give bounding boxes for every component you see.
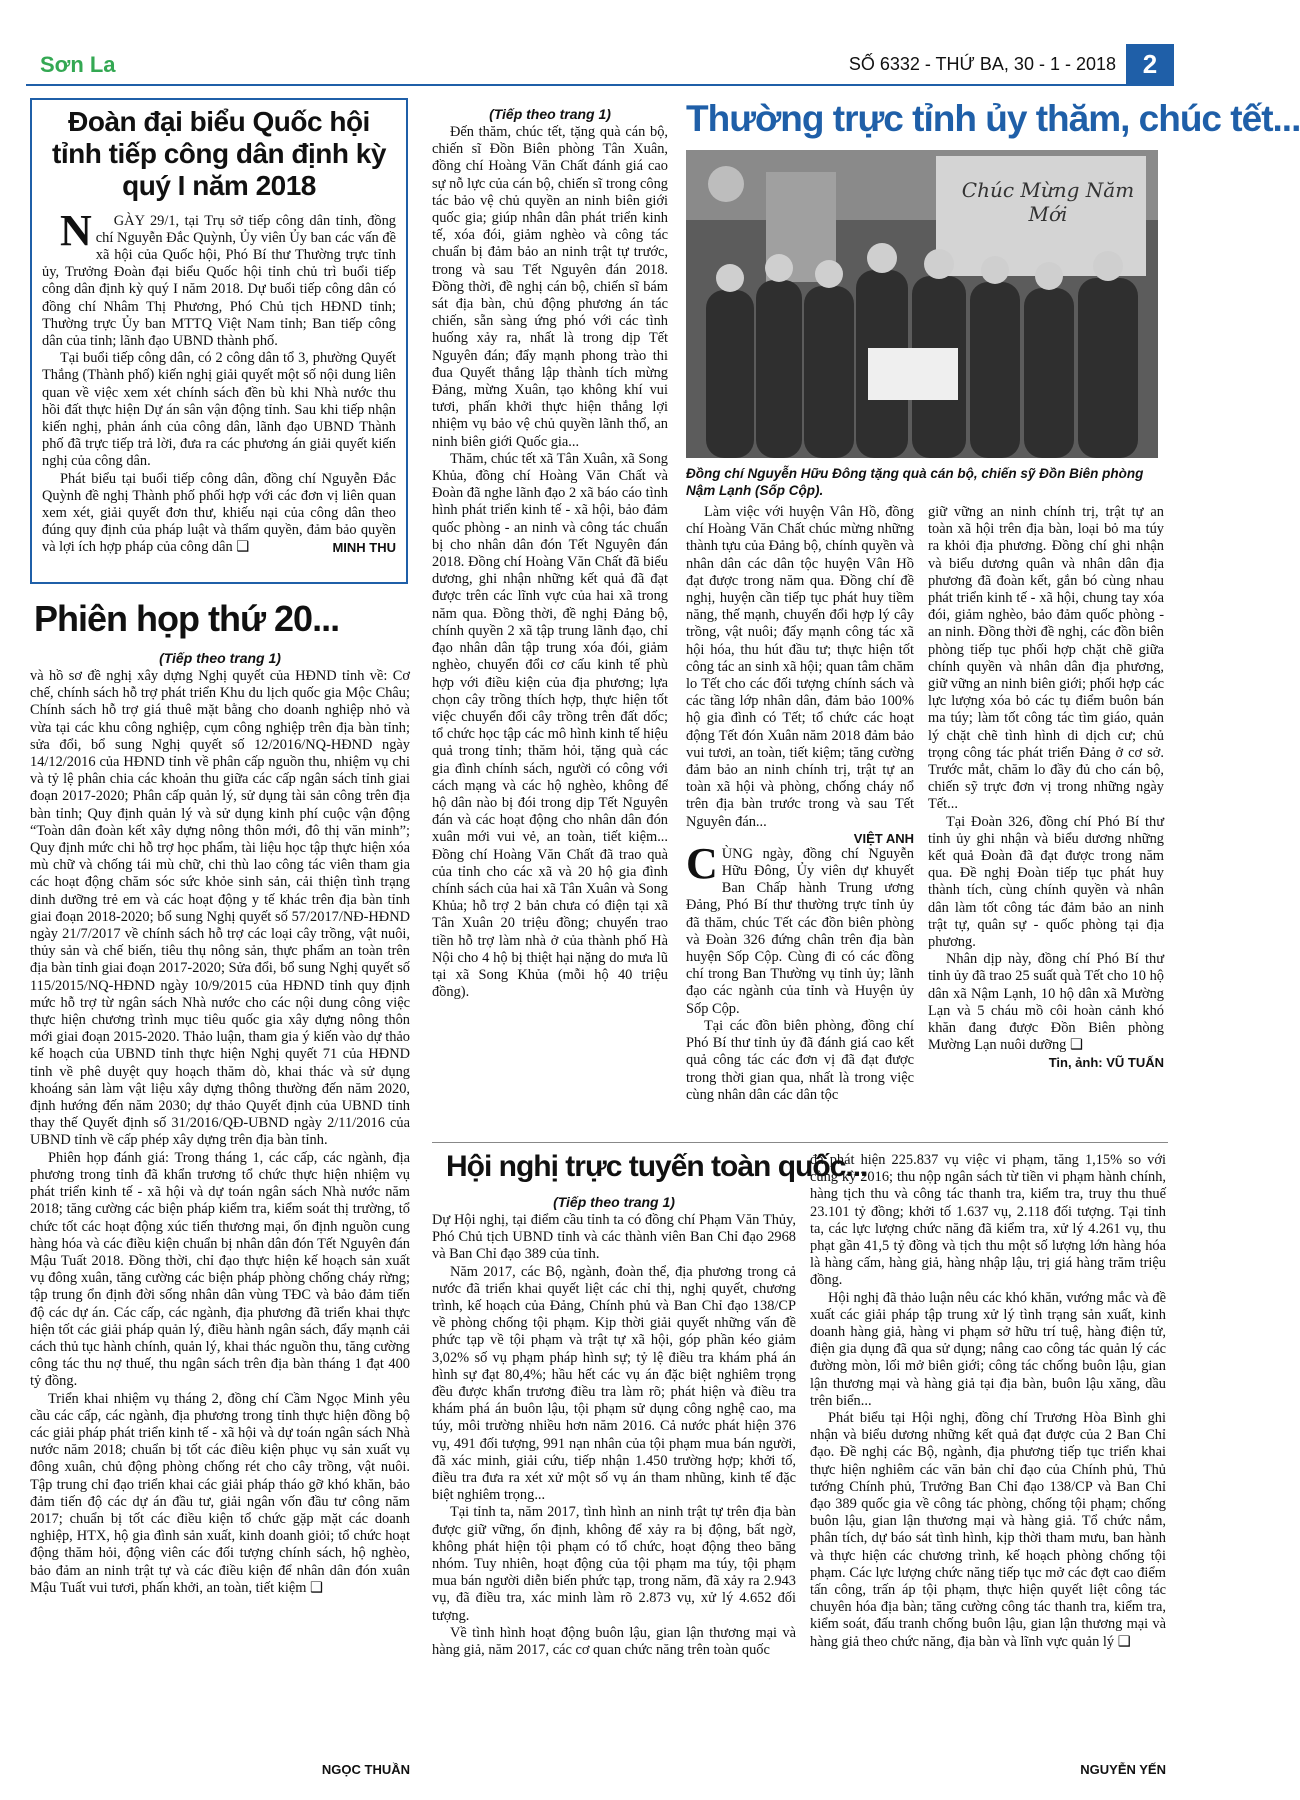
masthead — [26, 44, 1174, 86]
paragraph: Dự Hội nghị, tại điểm cầu tỉnh ta có đồng chí Phạm Văn Thủy, Phó Chủ tịch UBND tỉnh và các thành viên Ban Chỉ đạo 2968 và Ban Chỉ đạo 389 của tỉnh. — [432, 1212, 796, 1263]
byline: Tin, ảnh: VŨ TUẤN — [1048, 1054, 1164, 1070]
article-thuong-truc-col-c — [928, 504, 1164, 1100]
paragraph: giữ vững an ninh chính trị, trật tự an toàn xã hội trên địa bàn, loại bỏ ma túy ra khỏi địa phương. Đồng chí ghi nhận và biểu dương quân và nhân dân địa phương đã đoàn kết, gắn bó cùng nhau phát triển kinh tế - xã hội, chung tay xóa đói, giảm nghèo, bảo đảm quốc phòng - an ninh. Đồng thời đề nghị, các đồn biên phòng tiếp tục phối hợp chặt chẽ giữa chính quyền và nhân dân địa phương, giữ vững an ninh biên giới; phối hợp các lực lượng xóa bỏ các tụ điểm buôn bán ma túy; làm tốt công tác tìm giáo, quản lý chặt chẽ tình hình di dịch cư; chủ trọng công tác phát triển Đảng ở cơ sở. Trước mắt, chăm lo đầy đủ cho cán bộ, chiến sỹ trực đơn vị trong những ngày Tết... — [928, 504, 1164, 813]
paragraph: Phát biểu tại buổi tiếp công dân, đồng chí Nguyễn Đắc Quỳnh đề nghị Thành phố phối hợp với các đơn vị liên quan xem xét, giải quyết đơn thư, khiếu nại của công dân theo đúng quy định của pháp luật và thẩm quyền, đảm bảo quyền và lợi ích hợp pháp của công dân ❑ — [42, 470, 396, 556]
byline: MINH THU — [332, 539, 396, 555]
article-photo — [686, 150, 1158, 458]
paragraph: Nhân dịp này, đồng chí Phó Bí thư tỉnh ủy đã trao 25 suất quà Tết cho 10 hộ dân xã Nậm Lạnh, 10 hộ dân xã Mường Lạn và 5 cháu mồ côi hoàn cảnh khó khăn đang được Đồn Biên phòng Mường Lạn nuôi dưỡng ❑ — [928, 951, 1164, 1054]
issue-info: SỐ 6332 - THỨ BA, 30 - 1 - 2018 — [848, 54, 1116, 74]
paragraph: Tại Đoàn 326, đồng chí Phó Bí thư tỉnh ủy ghi nhận và biểu dương những kết quả Đoàn đã đạt được trong năm qua. Đề nghị Đoàn tiếp tục phát huy thành tích, cùng chính quyền và nhân dân làm tốt công tác đảm bảo an ninh trật tự, quân sự - quốc phòng tại địa phương. — [928, 813, 1164, 951]
article-phien-hop-body — [30, 668, 410, 1760]
byline: NGUYỄN YẾN — [1080, 1762, 1166, 1777]
article-quoc-hoi-title: Đoàn đại biểu Quốc hội tỉnh tiếp công dân định kỳ quý I năm 2018 — [52, 106, 386, 202]
paragraph: NGÀY 29/1, tại Trụ sở tiếp công dân tỉnh, đồng chí Nguyễn Đắc Quỳnh, Ủy viên Ủy ban các vấn đề xã hội của Quốc hội, Phó Bí thư Thường trực tỉnh ủy, Trưởng Đoàn đại biểu Quốc hội tỉnh chủ trì buổi tiếp công dân định kỳ quý I năm 2018. Dự buổi tiếp công dân có đồng chí Nhâm Thị Phương, Phó Chủ tịch HĐND tỉnh; Thường trực Ủy ban MTTQ Việt Nam tỉnh; Ban tiếp công dân của tỉnh; lãnh đạo UBND thành phố. — [42, 205, 396, 349]
paragraph: Triển khai nhiệm vụ tháng 2, đồng chí Cầm Ngọc Minh yêu cầu các cấp, các ngành, địa phương trong tỉnh thực hiện đồng bộ các giải pháp phát triển kinh tế - xã hội và dự toán ngân sách Nhà nước năm 2018; chuẩn bị tốt các điều kiện phục vụ sản xuất vụ đông xuân, chủ động phòng chống rét cho cây trồng, vật nuôi. Tập trung chỉ đạo triển khai các giải pháp tháo gỡ khó khăn, bảo đảm tiến độ các dự án đầu tư, giải ngân vốn đầu tư công năm 2017; chuẩn bị tốt các điều kiện tổ chức gặp mặt các doanh nghiệp, HTX, hộ gia đình sản xuất, kinh doanh giỏi; tổ chức hoạt động thăm hỏi, động viên các đối tượng chính sách, hộ nghèo, bảo đảm an ninh trật tự và các điều kiện để nhân dân đón xuân Mậu Tuất vui tươi, phấn khởi, an toàn, tiết kiệm ❑ — [30, 1390, 410, 1596]
paragraph: Về tình hình hoạt động buôn lậu, gian lận thương mại và hàng giả, năm 2017, các cơ quan chức năng trên toàn quốc — [432, 1624, 796, 1659]
paragraph: Hội nghị đã thảo luận nêu các khó khăn, vướng mắc và đề xuất các giải pháp tập trung xử lý tình trạng sản xuất, kinh doanh hàng giả, hàng vi phạm sở hữu trí tuệ, hàng điện tử, điện gia dụng đã qua sử dụng; nâng cao công tác quản lý các đường mòn, lối mở biên giới; công tác chống buôn lậu, gian lận thương mại và hàng giả tại địa bàn, buôn lậu xăng, dầu trên biển... — [810, 1289, 1166, 1409]
article-quoc-hoi-body — [42, 205, 396, 557]
paragraph: Làm việc với huyện Vân Hồ, đồng chí Hoàng Văn Chất chúc mừng những thành tựu của Đảng bộ, chính quyền và nhân dân các dân tộc huyện Vân Hồ đạt được trong năm qua. Đồng chí đề nghị, huyện cần tiếp tục phát huy tiềm năng, thế mạnh, chuyển đổi hợp lý cây trồng, vật nuôi; đẩy mạnh công tác xã hội hóa, thu hút đầu tư; thực hiện tốt công tác an sinh xã hội; quan tâm chăm lo Tết cho các đối tượng chính sách và các tầng lớp nhân dân, đảm bảo 100% hộ gia đình có Tết; tổ chức các hoạt động Tết đón Xuân năm 2018 đảm bảo vui tươi, an toàn, tiết kiệm; tăng cường đảm bảo an ninh chính trị, trật tự an toàn xã hội và phòng, chống cháy nổ trên địa bàn trước trong và sau Tết Nguyên đán... — [686, 504, 914, 830]
article-hoi-nghi-title: Hội nghị trực tuyến toàn quốc... — [446, 1150, 868, 1183]
article-thuong-truc-col-b — [686, 504, 914, 1103]
article-quoc-hoi-box — [30, 98, 408, 584]
paragraph: Phát biểu tại Hội nghị, đồng chí Trương Hòa Bình ghi nhận và biểu dương những kết quả đạt được của 2 Ban Chỉ đạo. Đề nghị các Bộ, ngành, địa phương tiếp tục triển khai thực hiện nghiêm các văn bản chỉ đạo của Chính phủ, Thủ tướng Chính phủ, Trưởng Ban Chỉ đạo 138/CP và Ban Chỉ đạo 389 quốc gia về công tác phòng, chống tội phạm; chống buôn lậu, gian lận thương mại và hàng giả. Tổ chức nắm, phân tích, dự báo sát tình hình, kịp thời tham mưu, ban hành và thực hiện các chương trình, kế hoạch phòng chống tội phạm. Các lực lượng chức năng tiếp tục mở các đợt cao điểm tấn công, trấn áp tội phạm, thực hiện quyết liệt công tác chuyên hóa địa bàn; tăng cường công tác thanh tra, kiểm tra, kiểm soát, đấu tranh chống buôn lậu, gian lận thương mại và hàng giả theo chức năng, địa bàn và lĩnh vực quản lý ❑ — [810, 1410, 1166, 1650]
paragraph: Đến thăm, chúc tết, tặng quà cán bộ, chiến sĩ Đồn Biên phòng Tân Xuân, đồng chí Hoàng Văn Chất đánh giá cao sự nỗ lực của cán bộ, chiến sĩ trong công tác bảo vệ chủ quyền an ninh biên giới quốc gia; giúp nhân dân phát triển kinh tế, xóa đói, giảm nghèo và công tác chuẩn bị đảm bảo an ninh trật tự trước, trong và sau Tết Nguyên đán 2018. Đồng thời, đề nghị cán bộ, chiến sĩ bám sát địa bàn, chủ động phương án tác chiến, sẵn sàng ứng phó với các tình huống xảy ra, nhất là trong dịp Tết Nguyên đán; đẩy mạnh phong trào thi đua Quyết thắng lập thành tích mừng Đảng, mừng Xuân, tạo không khí vui tươi, phấn khởi thực hiện thắng lợi nhiệm vụ bảo vệ chủ quyền lãnh thổ, an ninh biên giới Quốc gia... — [432, 124, 668, 450]
paragraph: Năm 2017, các Bộ, ngành, đoàn thể, địa phương trong cả nước đã triển khai quyết liệt các chỉ thị, nghị quyết, chương trình, kế hoạch của Đảng, Chính phủ và Ban Chỉ đạo 138/CP về phòng chống tội phạm. Kịp thời giải quyết những vấn đề phức tạp về tội phạm và trật tự xã hội, góp phần kéo giảm 3,02% số vụ phạm pháp hình sự; tỷ lệ điều tra khám phá án hình sự đạt 80,4%; hầu hết các vụ án đặc biệt nghiêm trọng đều được khẩn trương điều tra làm rõ; phát hiện và điều tra khám phá án buôn lậu, tội phạm sử dụng công nghệ cao, ma túy, môi trường nhiều hơn năm 2016. Cả nước phát hiện 376 vụ, 491 đối tượng, 991 nạn nhân của tội phạm mua bán người, đã xác minh, giải cứu, tiếp nhận 1.450 trường hợp; khởi tố, điều tra đưa ra xét xử một số vụ án tham nhũng, kinh tế đặc biệt nghiêm trọng... — [432, 1263, 796, 1504]
continued-note: (Tiếp theo trang 1) — [159, 650, 281, 666]
paragraph: Phiên họp đánh giá: Trong tháng 1, các cấp, các ngành, địa phương trong tỉnh đã khẩn trương tổ chức thực hiện nhiệm vụ phát triển kinh tế - xã hội và dự toán ngân sách Nhà nước năm 2018; tăng cường các biện pháp kiểm tra, kiểm soát thị trường, tổ chức tốt các hoạt động xúc tiến thương mại, ổn định nguồn cung hàng hóa và các điều kiện chuẩn bị nhân dân đón Tết Nguyên đán Mậu Tuất 2018. Đồng thời, chỉ đạo thực hiện kế hoạch sản xuất vụ đông xuân, tăng cường các biện pháp phòng chống cháy rừng; tập trung ổn định đời sống nhân dân vùng TĐC và bảo đảm tiến độ các dự án. Các cấp, các ngành, địa phương đã triển khai thực hiện tốt các giải pháp quản lý, điều hành ngân sách, đẩy mạnh cải cách thủ tục hành chính, quản lý, khai thác nguồn thu, tăng cường công tác thu nợ thuế, thu ngân sách trên địa bàn tháng 1 đạt 400 tỷ đồng. — [30, 1149, 410, 1390]
paragraph: CÙNG ngày, đồng chí Nguyễn Hữu Đông, Ủy viên dự khuyết Ban Chấp hành Trung ương Đảng, Phó Bí thư thường trực tỉnh ủy đã thăm, chúc Tết các đồn biên phòng và Đoàn 326 đứng chân trên địa bàn huyện Sốp Cộp. Cùng đi có các đồng chí trong Ban Thường vụ tỉnh ủy; lãnh đạo các ngành của tỉnh và Huyện ủy Sốp Cộp. — [686, 838, 914, 1017]
byline: NGỌC THUẦN — [321, 1762, 410, 1777]
article-hoi-nghi-col-b — [810, 1152, 1166, 1762]
section-divider — [432, 1142, 1168, 1143]
continued-note: (Tiếp theo trang 1) — [489, 106, 611, 122]
photo-banner-text: Chúc Mừng Năm Mới — [961, 178, 1135, 226]
article-thuong-truc-title: Thường trực tỉnh ủy thăm, chúc tết... — [686, 98, 1300, 139]
paragraph: Tại các đồn biên phòng, đồng chí Phó Bí thư tỉnh ủy đã đánh giá cao kết quả công tác các đơn vị đã đạt được trong thời gian qua, nhất là trong việc cùng nhân dân các dân tộc — [686, 1017, 914, 1103]
article-phien-hop-title: Phiên họp thứ 20... — [34, 598, 340, 639]
paragraph: đã phát hiện 225.837 vụ việc vi phạm, tăng 1,15% so với cùng kỳ 2016; thu nộp ngân sách từ tiền vi phạm hành chính, hàng tịch thu và công tác thanh tra, kiểm tra, truy thu thuế 23.101 tỷ đồng; khởi tố 1.637 vụ, 2.118 đối tượng. Tại tỉnh ta, các lực lượng chức năng đã kiểm tra, xử lý 4.261 vụ, thu phạt gần 41,5 tỷ đồng và tịch thu một số lượng lớn hàng hóa là hàng cấm, hàng giả, hàng nhập lậu, trị giá hàng trăm triệu đồng. — [810, 1152, 1166, 1289]
article-hoi-nghi-col-a — [432, 1212, 796, 1778]
newspaper-brand: Sơn La — [40, 52, 116, 77]
paragraph: Thăm, chúc tết xã Tân Xuân, xã Song Khủa, đồng chí Hoàng Văn Chất và Đoàn đã nghe lãnh đạo 2 xã báo cáo tình hình phát triển kinh tế - xã hội, bảo đảm quốc phòng - an ninh và công tác chuẩn bị cho nhân dân đón Tết Nguyên đán 2018. Đồng chí Hoàng Văn Chất đã biểu dương, ghi nhận những kết quả đã đạt được trên các lĩnh vực của hai xã trong năm qua. Đồng thời, đề nghị Đảng bộ, chính quyền 2 xã tập trung lãnh đạo, chỉ đạo nhân dân tập trung xóa đói, giảm nghèo, chuyển đổi cơ cấu kinh tế phù hợp với điều kiện của địa phương; lựa chọn cây trồng thích hợp, thực hiện tốt việc chuyển đổi cây trồng trên đất dốc; tổ chức học tập các mô hình kinh tế hiệu quả trong tỉnh; thăm hỏi, tặng quà các gia đình chính sách, người có công với cách mạng và các hộ nghèo, không để hộ dân nào bị đói trong dịp Tết Nguyên đán và các hoạt động cho nhân dân đón xuân mới vui vẻ, an toàn, tiết kiệm... Đồng chí Hoàng Văn Chất đã trao quà của tỉnh cho các xã và 20 hộ gia đình chính sách của hai xã Tân Xuân và Song Khủa; hỗ trợ 2 bản chưa có điện tại xã Tân Xuân 20 triệu đồng; chuyển trao tiền hỗ trợ làm nhà ở của thành phố Hà Nội cho 4 hộ bị thiệt hại nặng do mưa lũ tại xã Song Khủa (mỗi hộ 40 triệu đồng). — [432, 450, 668, 1001]
page-number: 2 — [1126, 44, 1174, 84]
paragraph: Tại tỉnh ta, năm 2017, tình hình an ninh trật tự trên địa bàn được giữ vững, ổn định, không để xảy ra bị động, bất ngờ, không phát hiện tội phạm có tổ chức, hoạt động theo băng nhóm. Tuy nhiên, hoạt động của tội phạm ma túy, tội phạm mua bán người diễn biến phức tạp, trong năm, đã xảy ra 2.943 vụ, đã điều tra, xác minh làm rõ 2.873 vụ, xử lý 4.652 đối tượng. — [432, 1504, 796, 1624]
continued-note: (Tiếp theo trang 1) — [553, 1194, 675, 1210]
photo-caption: Đồng chí Nguyễn Hữu Đông tặng quà cán bộ, chiến sỹ Đồn Biên phòng Nậm Lạnh (Sốp Cộp). — [686, 466, 1144, 498]
article-thuong-truc-col-a — [432, 124, 668, 1134]
paragraph: Tại buổi tiếp công dân, có 2 công dân tổ 3, phường Quyết Thắng (Thành phố) kiến nghị giải quyết một số nội dung liên quan về việc xem xét chính sách đền bù khi Nhà nước thu hồi đất thực hiện Dự án sân vận động tỉnh. Sau khi tiếp nhận kiến nghị, phản ánh của công dân, lãnh đạo UBND Thành phố đã trực tiếp trả lời, đưa ra các phương án giải quyết kiến nghị của công dân. — [42, 350, 396, 470]
byline: VIỆT ANH — [853, 830, 914, 846]
paragraph: và hồ sơ đề nghị xây dựng Nghị quyết của HĐND tỉnh về: Cơ chế, chính sách hỗ trợ phát triển Khu du lịch quốc gia Mộc Châu; Chính sách hỗ trợ giá thuê mặt bằng cho doanh nghiệp nhỏ và vừa tại các khu công nghiệp, cụm công nghiệp trên địa bàn tỉnh; sửa đổi, bổ sung Nghị quyết số 12/2016/NQ-HĐND ngày 14/12/2016 của HĐND tỉnh về phân cấp nguồn thu, nhiệm vụ chi và tỷ lệ phân chia các khoản thu giữa các cấp ngân sách tỉnh giai đoạn 2017-2020; Phân cấp quản lý, sử dụng tài sản công trên địa bàn tỉnh; Quy định quản lý và sử dụng kinh phí cuộc vận động “Toàn dân đoàn kết xây dựng nông thôn mới, đô thị văn minh”; Quy định mức chi hỗ trợ học phẩm, tài liệu học tập thực hiện xóa mù chữ và chống tái mù chữ, chi thù lao công tác viên tham gia các hoạt động chăm sóc sức khỏe sinh sản, cải thiện tình trạng dinh dưỡng trẻ em và các hoạt động y tế khác trên địa bàn tỉnh giai đoạn 2018-2020; bổ sung Nghị quyết số 57/2017/NĐ-HĐND ngày 21/7/2017 về chính sách hỗ trợ các loại cây trồng, vật nuôi, thủy sản và chế biến, tiêu thụ nông sản, thực phẩm an toàn trên địa bàn tỉnh giai đoạn 2017-2020; Sửa đổi, bổ sung Nghị quyết số 115/2015/NQ-HĐND ngày 10/9/2015 của HĐND tỉnh quy định mức hỗ trợ từ ngân sách Nhà nước cho các nội dung công việc thực hiện chương trình mục tiêu quốc gia xây dựng nông thôn mới giai đoạn 2015-2020. Thảo luận, tham gia ý kiến vào dự thảo kế hoạch của UBND tỉnh thực hiện Nghị quyết 71 của HĐND tỉnh về phê duyệt quy hoạch thăm dò, khai thác và sử dụng khoáng sản làm vật liệu xây dựng thông thường đến năm 2020, định hướng đến năm 2030; dự thảo Quyết định của UBND tỉnh thay thế Quyết định số 31/2016/QĐ-UBND ngày 2/11/2016 của UBND tỉnh về cấp phép xây dựng trên địa bàn tỉnh. — [30, 668, 410, 1149]
